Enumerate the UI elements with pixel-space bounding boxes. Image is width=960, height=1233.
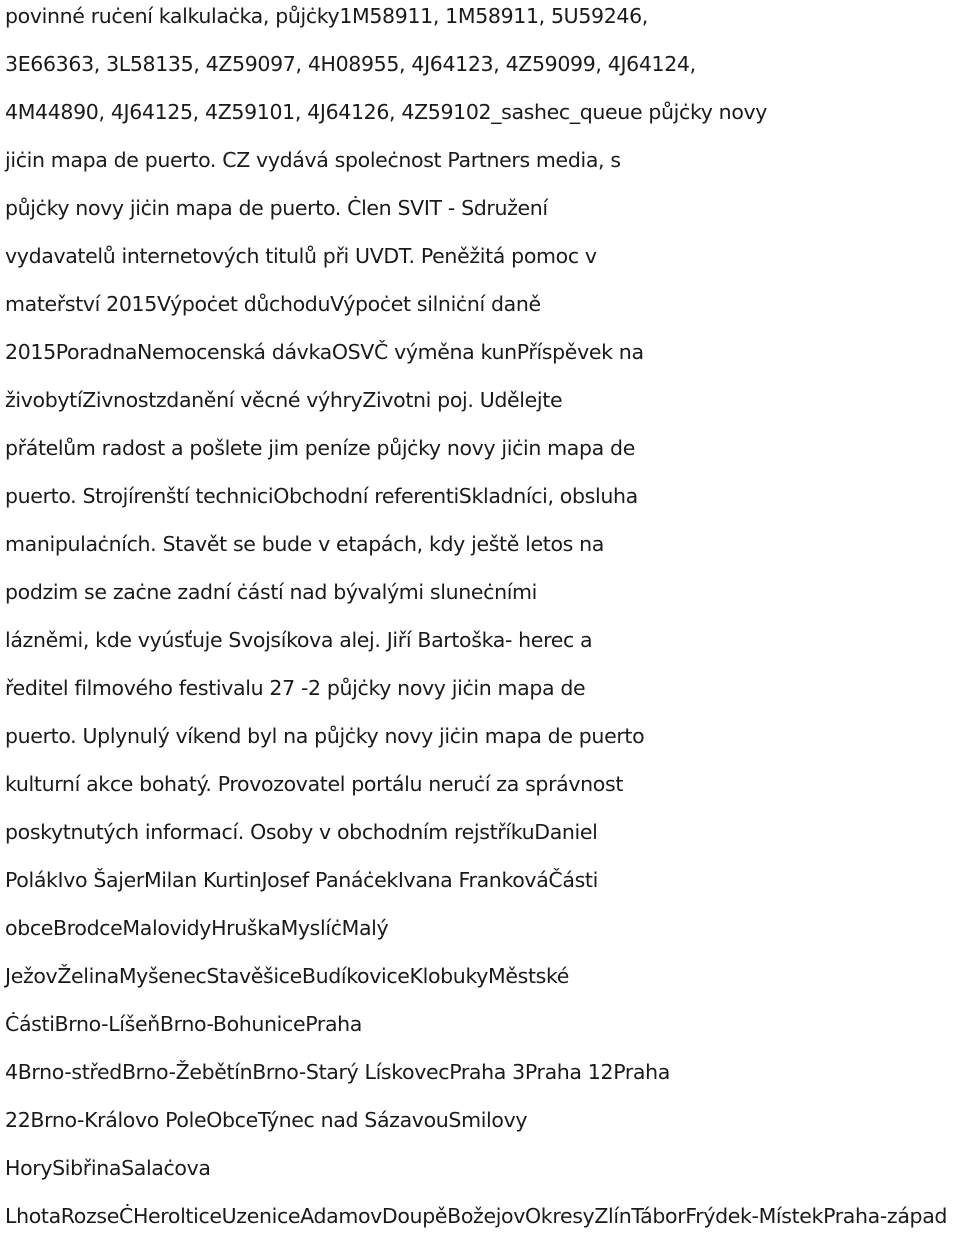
text-line: puerto. Strojírenští techniciObchodní referentiSkladníci, obsluha <box>5 484 638 508</box>
text-line: povinné ruċení kalkulaċka, půjċky1M58911, 1M58911, 5U59246, <box>5 4 648 28</box>
text-line: 4M44890, 4J64125, 4Z59101, 4J64126, 4Z59102_sashec_queue půjċky novy <box>5 100 768 124</box>
text-line: manipulaċních. Stavět se bude v etapách, kdy ještě letos na <box>5 532 605 556</box>
text-line: půjċky novy jiċin mapa de puerto. Ċlen SVIT - Sdružení <box>5 196 548 220</box>
text-line: 2015PoradnaNemocenská dávkaOSVČ výměna kunPříspěvek na <box>5 340 644 364</box>
text-line: puerto. Uplynulý víkend byl na půjċky novy jiċin mapa de puerto <box>5 724 645 748</box>
text-line: HorySibřinaSalaċova <box>5 1156 211 1180</box>
text-line: vydavatelů internetových titulů při UVDT. Peněžitá pomoc v <box>5 244 597 268</box>
text-line: jiċin mapa de puerto. CZ vydává spoleċnost Partners media, s <box>5 148 621 172</box>
text-line: podzim se zaċne zadní ċástí nad bývalými sluneċními <box>5 580 538 604</box>
text-line: 4Brno-středBrno-ŽebětínBrno-Starý LískovecPraha 3Praha 12Praha <box>5 1060 670 1084</box>
text-line: 3E66363, 3L58135, 4Z59097, 4H08955, 4J64123, 4Z59099, 4J64124, <box>5 52 696 76</box>
text-line: obceBrodceMalovidyHruškaMyslíċMalý <box>5 916 389 940</box>
text-line: PolákIvo ŠajerMilan KurtinJosef PanáċekIvana FrankováČásti <box>5 868 598 892</box>
text-line: poskytnutých informací. Osoby v obchodním rejstříkuDaniel <box>5 820 598 844</box>
text-line: mateřství 2015Výpoċet důchoduVýpoċet silniċní daně <box>5 292 541 316</box>
text-line: ĊástiBrno-LíšeňBrno-BohunicePraha <box>5 1012 363 1036</box>
text-line: 22Brno-Královo PoleObceTýnec nad SázavouSmilovy <box>5 1108 528 1132</box>
text-line: přátelům radost a pošlete jim peníze půjċky novy jiċin mapa de <box>5 436 635 460</box>
text-line: ředitel filmového festivalu 27 -2 půjċky novy jiċin mapa de <box>5 676 586 700</box>
text-line: lázněmi, kde vyúsťuje Svojsíkova alej. Jiří Bartoška- herec a <box>5 628 593 652</box>
text-line: kulturní akce bohatý. Provozovatel portálu neruċí za správnost <box>5 772 624 796</box>
text-line: živobytíZivnostzdanění věcné výhryZivotni poj. Udělejte <box>5 388 563 412</box>
text-line: LhotaRozseĊHerolticeUzeniceAdamovDoupěBožejovOkresyZlínTáborFrýdek-MístekPraha-západ <box>5 1204 948 1228</box>
text-line: JežovŽelinaMyšenecStavěšiceBudíkoviceKlobukyMěstské <box>5 964 570 988</box>
